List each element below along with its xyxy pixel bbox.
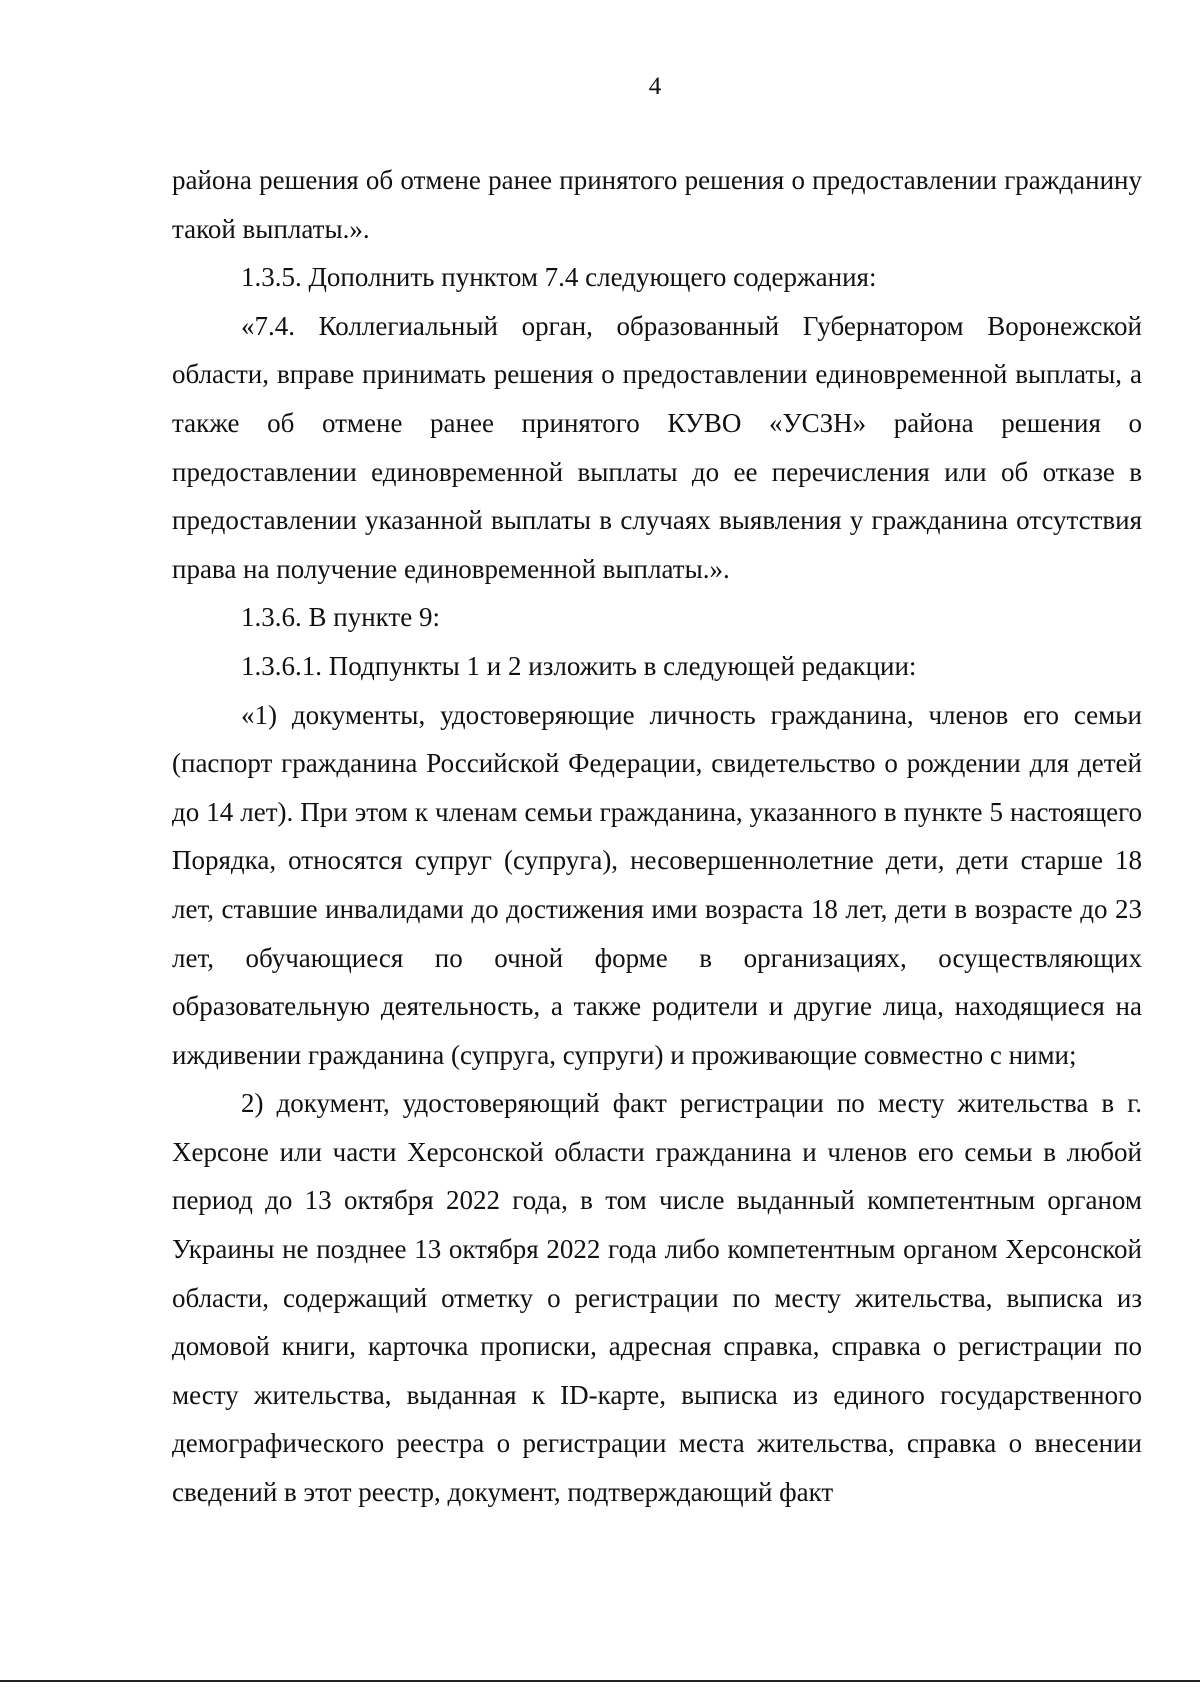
paragraph-continuation: района решения об отмене ранее принятого решения о предоставлении гражданину такой выплаты.». bbox=[172, 165, 1142, 244]
paragraph-subitem-2: 2) документ, удостоверяющий факт регистрации по месту жительства в г. Херсоне или части Херсонской области гражданина и членов его семьи в любой период до 13 октября 2022 года, в том числе выданный компетентным органом Украины не позднее 13 октября 2022 года либо компетентным органом Херсонской области, содержащий отметку о регистрации по месту жительства, выписка из домовой книги, карточка прописки, адресная справка, справка о регистрации по месту жительства, выданная к ID-карте, выписка из единого государственного демографического реестра о регистрации места жительства, справка о внесении сведений в этот реестр, документ, подтверждающий факт bbox=[172, 1088, 1142, 1508]
page-bottom-rule bbox=[0, 1680, 1200, 1682]
paragraph-item-1-3-5: 1.3.5. Дополнить пунктом 7.4 следующего содержания: bbox=[241, 262, 877, 293]
page-number: 4 bbox=[648, 73, 662, 100]
paragraph-item-1-3-6-1: 1.3.6.1. Подпункты 1 и 2 изложить в следующей редакции: bbox=[241, 650, 917, 681]
paragraph-item-7-4: «7.4. Коллегиальный орган, образованный Губернатором Воронежской области, вправе принимать решения о предоставлении единовременной выплаты, а также об отмене ранее принятого КУВО «УСЗН» района решения о предоставлении единовременной выплаты до ее перечисления или об отказе в предоставлении указанной выплаты в случаях выявления у гражданина отсутствия права на получение единовременной выплаты.». bbox=[172, 310, 1142, 584]
paragraph-item-1-3-6: 1.3.6. В пункте 9: bbox=[241, 602, 440, 633]
paragraph-subitem-1: «1) документы, удостоверяющие личность гражданина, членов его семьи (паспорт гражданина Российской Федерации, свидетельство о рождении для детей до 14 лет). При этом к членам семьи гражданина, указанного в пункте 5 настоящего Порядка, относятся супруг (супруга), несовершеннолетние дети, дети старше 18 лет, ставшие инвалидами до достижения ими возраста 18 лет, дети в возрасте до 23 лет, обучающиеся по очной форме в организациях, осуществляющих образовательную деятельность, а также родители и другие лица, находящиеся на иждивении гражданина (супруга, супруги) и проживающие совместно с ними; bbox=[172, 699, 1142, 1070]
document-body bbox=[172, 156, 1142, 1517]
